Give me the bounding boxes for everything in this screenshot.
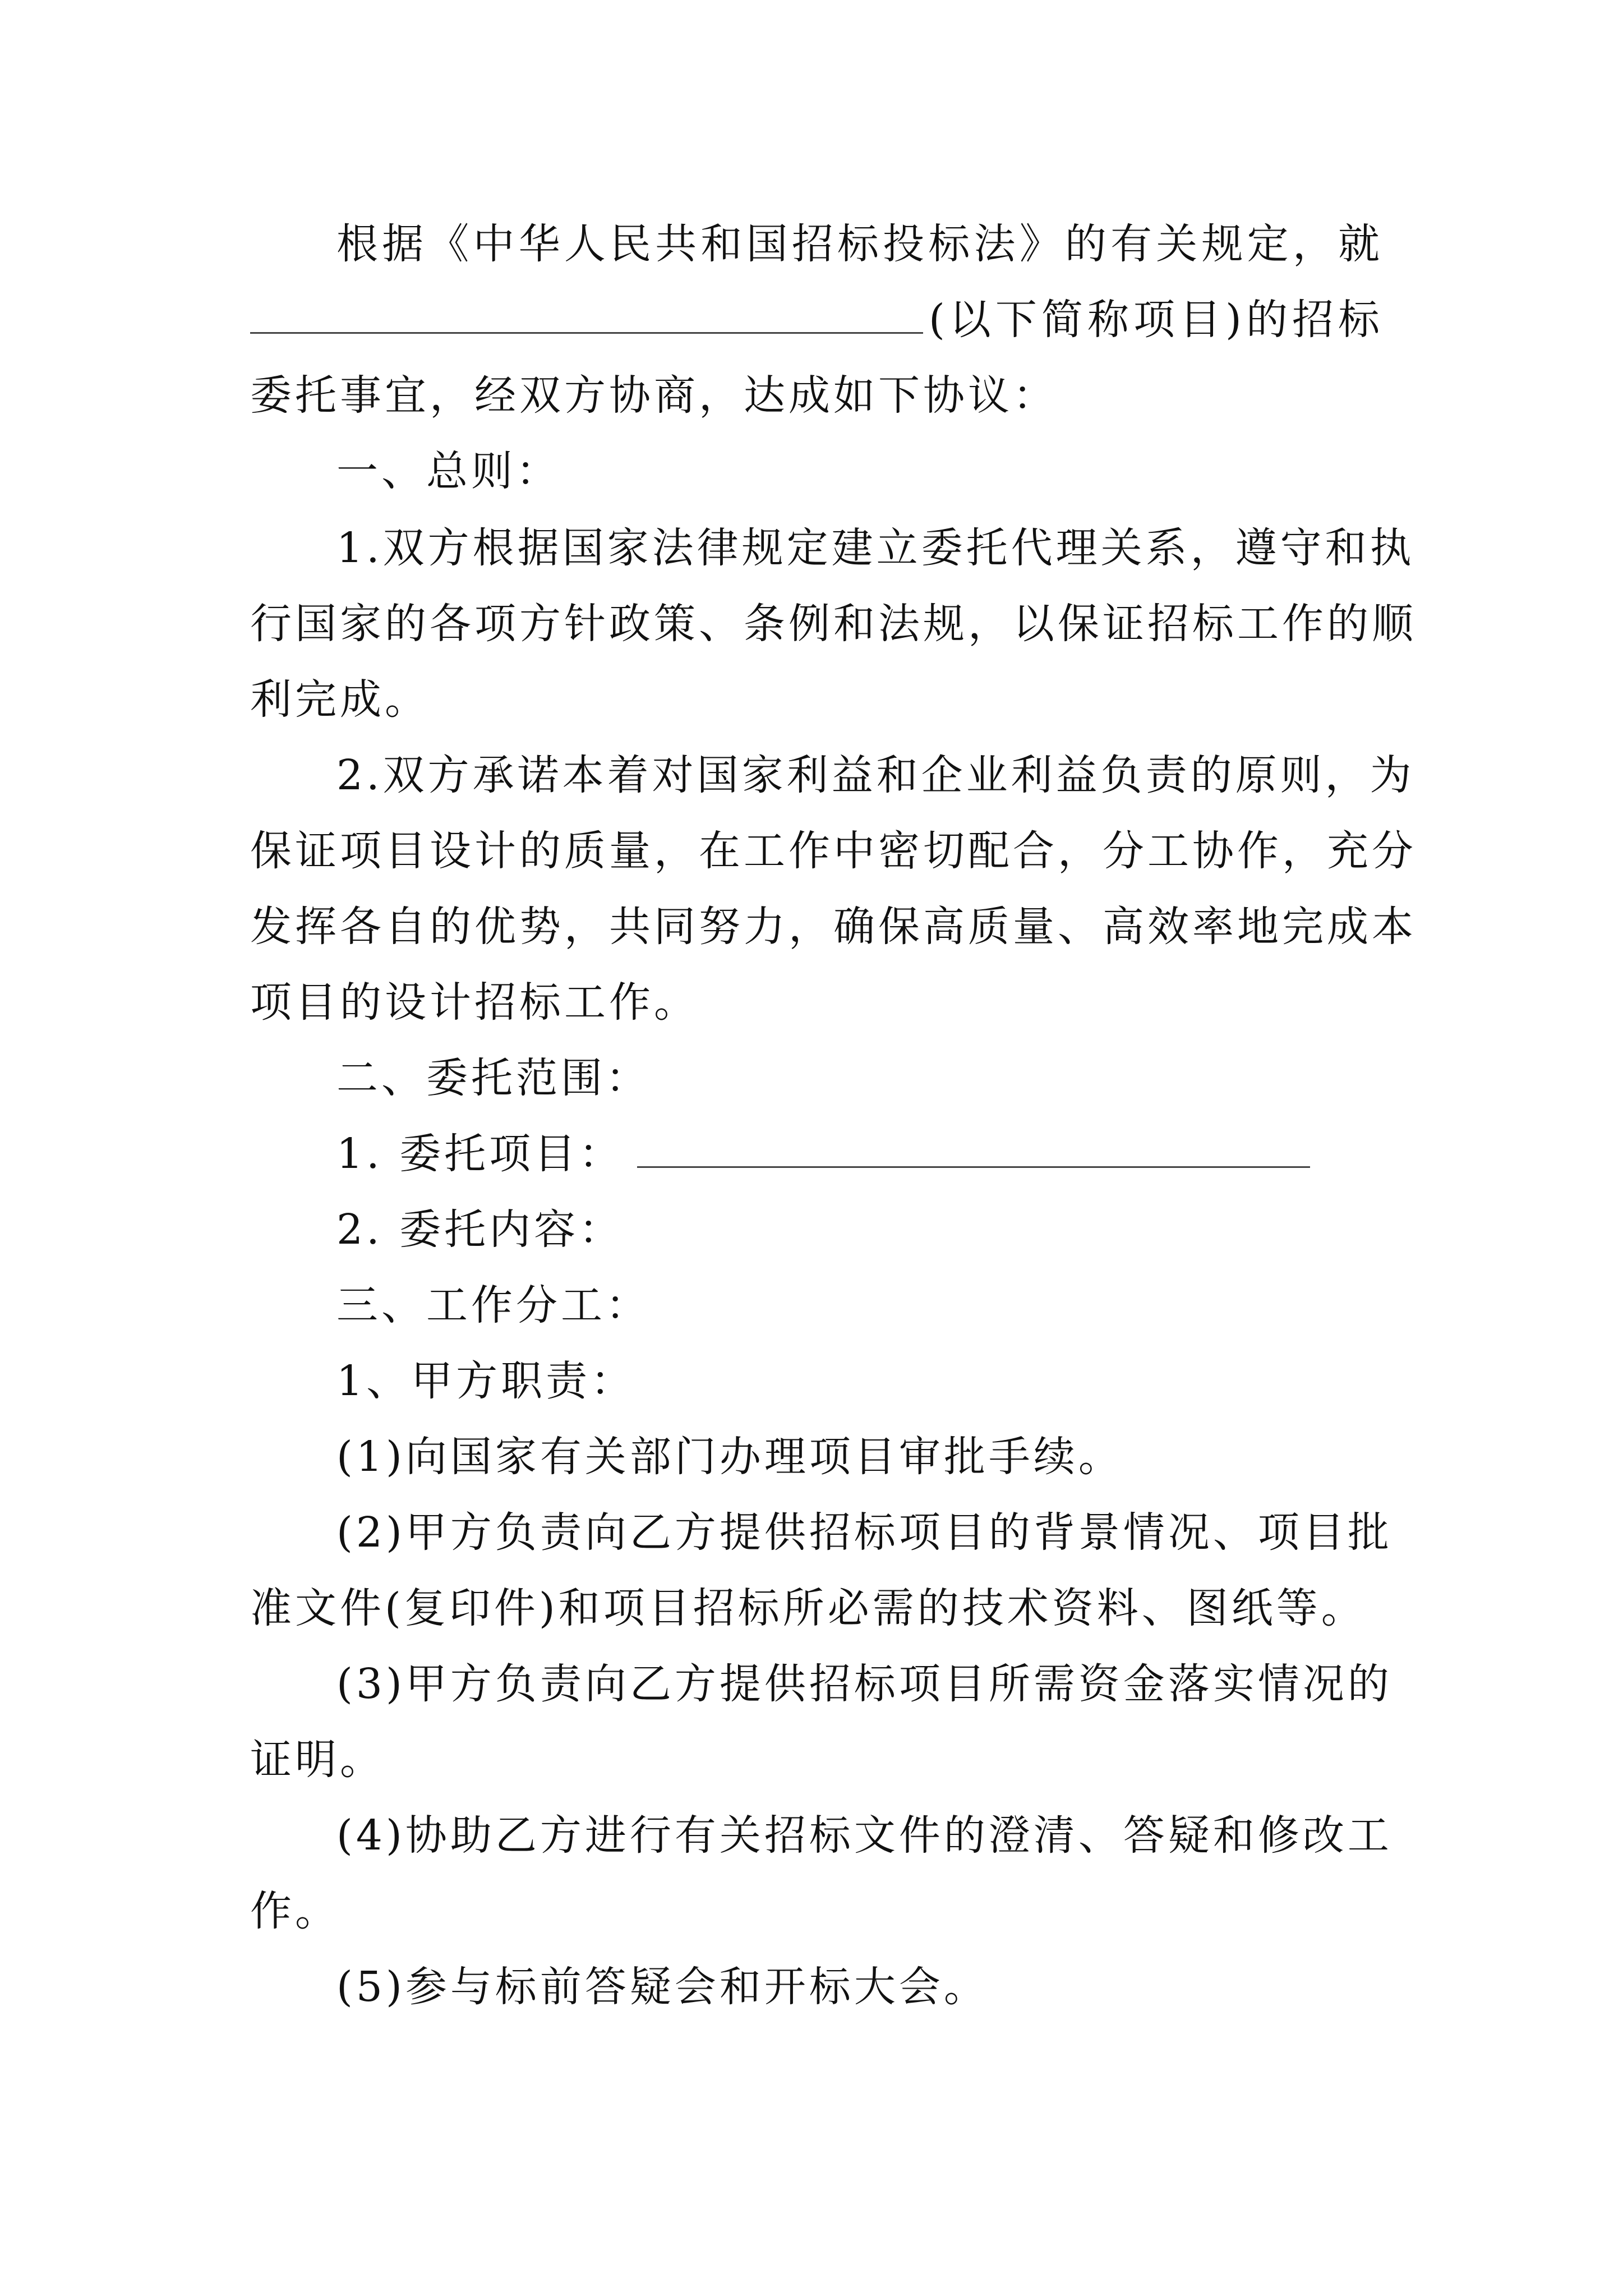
entrust-project-blank bbox=[637, 1127, 1310, 1168]
section-1-item-1-line-2: 行国家的各项方针政策、条例和法规，以保证招标工作的顺 bbox=[250, 600, 1417, 648]
party-a-duties-heading: 1、甲方职责： bbox=[336, 1357, 636, 1405]
section-2-heading: 二、委托范围： bbox=[336, 1054, 651, 1102]
duty-2-line-1: (2)甲方负责向乙方提供招标项目的背景情况、项目批 bbox=[336, 1508, 1393, 1557]
duty-5: (5)参与标前答疑会和开标大会。 bbox=[336, 1963, 989, 2011]
entrust-content-line: 2. 委托内容： bbox=[336, 1205, 624, 1254]
project-name-blank bbox=[250, 293, 923, 334]
duty-2-line-2: 准文件(复印件)和项目招标所必需的技术资料、图纸等。 bbox=[250, 1584, 1366, 1632]
duty-4-line-2: 作。 bbox=[250, 1887, 340, 1935]
section-1-item-2-line-2: 保证项目设计的质量，在工作中密切配合，分工协作，充分 bbox=[250, 827, 1417, 875]
duty-3-line-1: (3)甲方负责向乙方提供招标项目所需资金落实情况的 bbox=[336, 1660, 1393, 1708]
intro-line-1: 根据《中华人民共和国招标投标法》的有关规定，就 bbox=[336, 220, 1383, 268]
intro-line-3: 委托事宜，经双方协商，达成如下协议： bbox=[250, 371, 1058, 420]
intro-line-2 bbox=[250, 286, 1383, 353]
section-3-heading: 三、工作分工： bbox=[336, 1281, 651, 1329]
duty-1: (1)向国家有关部门办理项目审批手续。 bbox=[336, 1433, 1123, 1481]
section-1-item-2-line-3: 发挥各自的优势，共同努力，确保高质量、高效率地完成本 bbox=[250, 903, 1417, 951]
duty-3-line-2: 证明。 bbox=[250, 1736, 385, 1784]
section-1-item-1-line-1: 1.双方根据国家法律规定建立委托代理关系，遵守和执 bbox=[336, 524, 1415, 572]
entrust-project-line bbox=[336, 1120, 1383, 1188]
section-1-item-1-line-3: 利完成。 bbox=[250, 675, 430, 724]
section-1-item-2-line-4: 项目的设计招标工作。 bbox=[250, 978, 699, 1027]
section-1-heading: 一、总则： bbox=[336, 447, 561, 495]
duty-4-line-1: (4)协助乙方进行有关招标文件的澄清、答疑和修改工 bbox=[336, 1811, 1393, 1860]
section-1-item-2-line-1: 2.双方承诺本着对国家利益和企业利益负责的原则，为 bbox=[336, 751, 1415, 799]
intro-line-2-text: (以下简称项目)的招标 bbox=[929, 296, 1383, 344]
entrust-project-label: 1. 委托项目： bbox=[336, 1130, 624, 1178]
